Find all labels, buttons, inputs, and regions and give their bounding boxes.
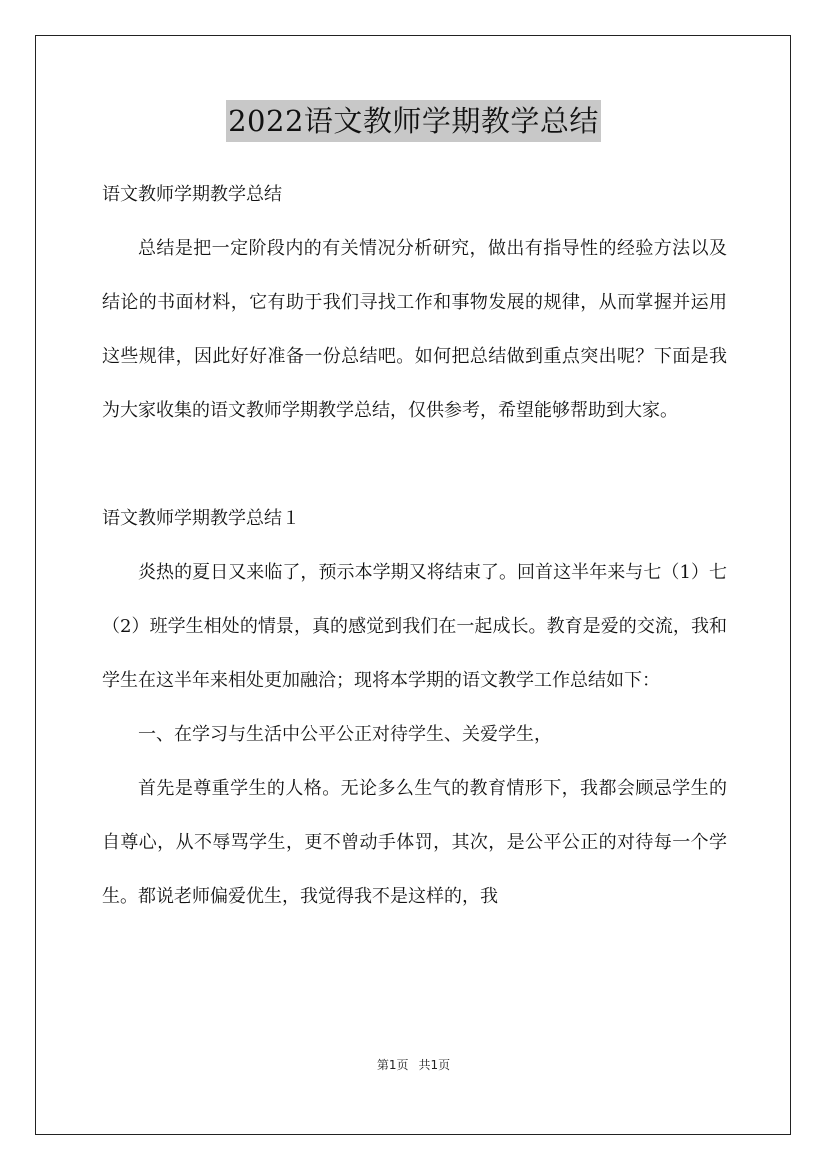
document-body <box>102 168 727 924</box>
title-wrap <box>0 100 827 142</box>
section-heading: 语文教师学期教学总结 <box>102 184 282 205</box>
body-paragraph: 总结是把一定阶段内的有关情况分析研究，做出有指导性的经验方法以及结论的书面材料，它有助于我们寻找工作和事物发展的规律，从而掌握并运用这些规律，因此好好准备一份总结吧。如何把总结做到重点突出呢？下面是我为大家收集的语文教师学期教学总结，仅供参考，希望能够帮助到大家。 <box>102 238 727 421</box>
page-number-total: 共1页 <box>418 1058 451 1072</box>
body-paragraph: 首先是尊重学生的人格。无论多么生气的教育情形下，我都会顾忌学生的自尊心，从不辱骂学生，更不曾动手体罚，其次，是公平公正的对待每一个学生。都说老师偏爱优生，我觉得我不是这样的，我 <box>102 778 727 907</box>
page-number-current: 第1页 <box>376 1058 409 1072</box>
section-heading: 语文教师学期教学总结１ <box>102 508 300 529</box>
page-footer <box>0 1057 827 1073</box>
body-paragraph: 炎热的夏日又来临了，预示本学期又将结束了。回首这半年来与七（1）七（2）班学生相处的情景，真的感觉到我们在一起成长。教育是爱的交流，我和学生在这半年来相处更加融洽；现将本学期的语文教学工作总结如下： <box>102 562 727 691</box>
paragraph-gap <box>102 438 727 492</box>
document-title: 2022语文教师学期教学总结 <box>226 100 601 142</box>
body-paragraph: 一、在学习与生活中公平公正对待学生、关爱学生， <box>138 724 552 745</box>
